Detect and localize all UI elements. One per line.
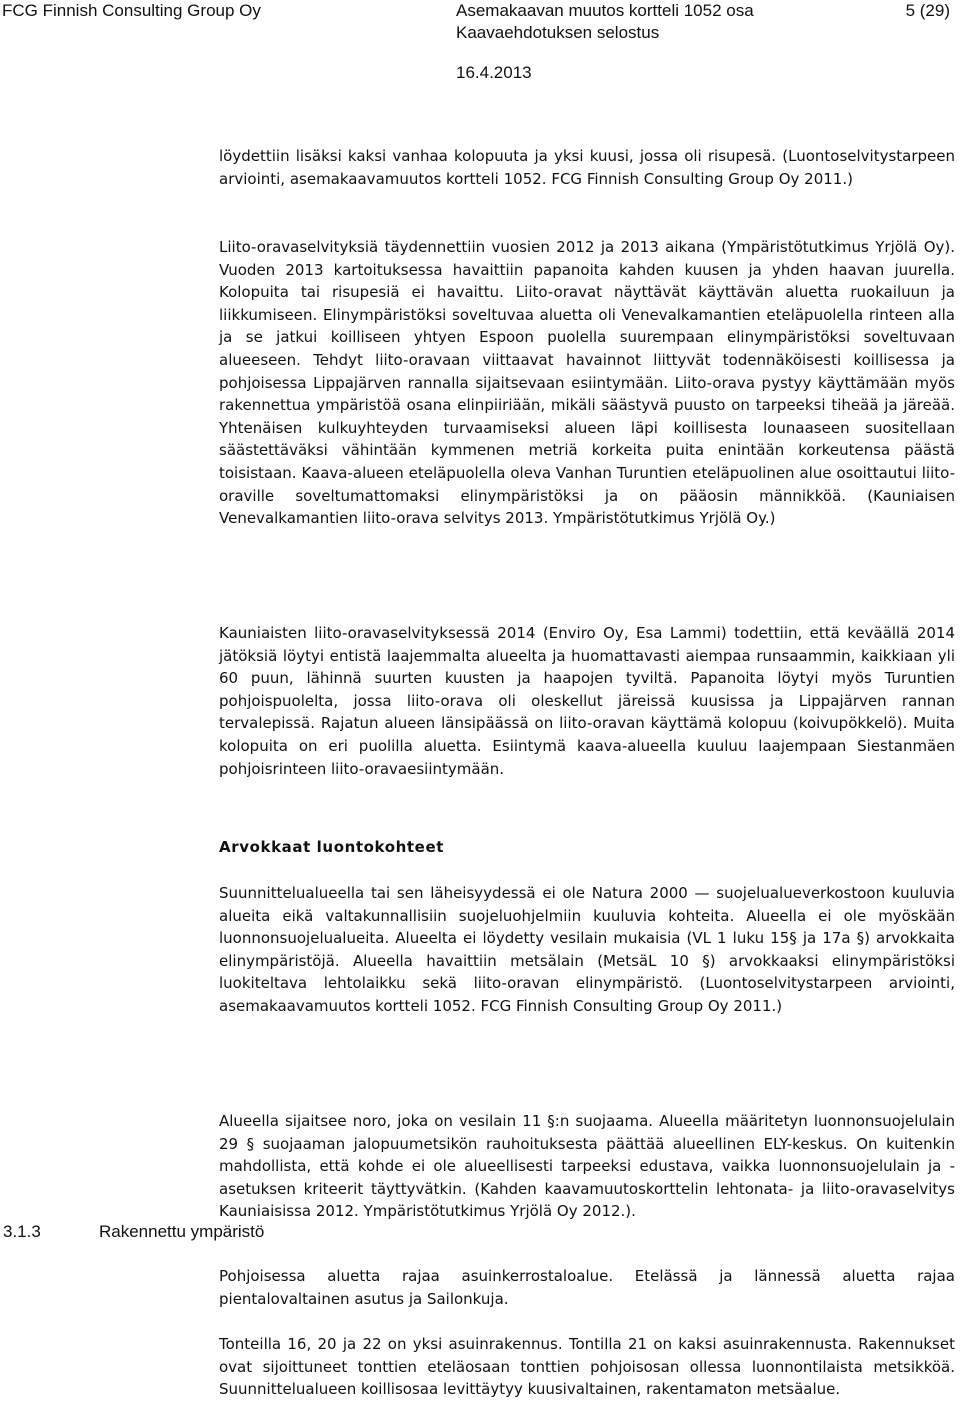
paragraph-tontit-rakennukset: Tonteilla 16, 20 ja 22 on yksi asuinrakennus. Tontilla 21 on kaksi asuinrakennusta. Rakennukset ovat sijoittuneet tonttien eteläosaan tonttien pohjoisosan ollessa luonnontilaista metsikköä. Suunnittelualueen koillisosaa levittäytyy kuusivaltainen, rakentamaton metsäalue. xyxy=(219,1335,955,1399)
paragraph-alueen-rajaus: Pohjoisessa aluetta rajaa asuinkerrostaloalue. Etelässä ja lännessä aluetta rajaa pientalovaltainen asutus ja Sailonkuja. xyxy=(219,1267,955,1308)
paragraph-luontoselvitys-continuation: löydettiin lisäksi kaksi vanhaa kolopuuta ja yksi kuusi, jossa oli risupesä. (Luontoselvitystarpeen arviointi, asemakaavamuutos kortteli 1052. FCG Finnish Consulting Group Oy 2011.) xyxy=(219,147,955,188)
header-date: 16.4.2013 xyxy=(456,63,532,82)
paragraph-liito-orava-2012-2013: Liito-oravaselvityksiä täydennettiin vuosien 2012 ja 2013 aikana (Ympäristötutkimus Yrjölä Oy). Vuoden 2013 kartoituksessa havaittiin papanoita kahden kuusen ja yhden haavan juurella. Kolopuita tai risupesiä ei havaittu. Liito-oravat näyttävät käyttävän aluetta ruokailuun ja liikkumiseen. Elinympäristöksi soveltuvaa aluetta oli Venevalkamantien eteläpuolella rinteen alla ja se jatkui koilliseen yhtyen Espoon puolella suurempaan elinympäristöksi soveltuvaan alueeseen. Tehdyt liito-oravaan viittaavat havainnot liittyvät todennäköisesti koillisessa ja pohjoisessa Lippajärven rannalla sijaitsevaan esiintymään. Liito-orava pystyy käyttämään myös rakennettua ympäristöä osana elinpiiriään, mikäli säästyvä puusto on tarpeeksi tiheää ja järeää. Yhtenäisen kulkuyhteyden turvaamiseksi alueen läpi koillisesta lounaaseen suositellaan säästettäväksi vähintään kymmenen metriä korkeita puita enintään korkeutensa päästä toisistaan. Kaava-alueen eteläpuolella oleva Vanhan Turuntien eteläpuolinen alue osoittautui liito-oraville soveltumattomaksi elinympäristöksi ja on pääosin männikköä. (Kauniaisen Venevalkamantien liito-orava selvitys 2013. Ympäristötutkimus Yrjölä Oy.) xyxy=(219,238,955,528)
section-heading-arvokkaat-luontokohteet: Arvokkaat luontokohteet xyxy=(219,838,445,856)
paragraph-liito-orava-2014: Kauniaisten liito-oravaselvityksessä 2014 (Enviro Oy, Esa Lammi) todettiin, että keväällä 2014 jätöksiä löytyi entistä laajemmalta alueelta ja huomattavasti aiempaa runsaammin, kaikkiaan yli 60 puun, lähinnä suurten kuusten ja haapojen tyviltä. Papanoita löytyi myös Turuntien pohjoispuolelta, jossa liito-orava oli oleskellut järeissä kuusissa ja Lippajärven rannan tervalepissä. Rajatun alueen länsipäässä on liito-oravan käyttämä kolopuu (koivupökkelö). Muita kolopuita on eri puolilla aluetta. Esiintymä kaava-alueella kuuluu laajempaan Siestanmäen pohjoisrinteen liito-oravaesiintymään. xyxy=(219,624,955,778)
header-title-line2: Kaavaehdotuksen selostus xyxy=(456,23,660,42)
section-number: 3.1.3 xyxy=(3,1222,41,1241)
header-title-line1: Asemakaavan muutos kortteli 1052 osa xyxy=(456,1,754,20)
paragraph-noro-jalopuumetsikko: Alueella sijaitsee noro, joka on vesilain 11 §:n suojaama. Alueella määritetyn luonnonsuojelulain 29 § suojaaman jalopuumetsikön rauhoituksesta päättää alueellinen ELY-keskus. On kuitenkin mahdollista, että kohde ei ole alueellisesti tarpeeksi edustava, vaikka luonnonsuojelulain ja -asetuksen kriteerit täyttyvätkin. (Kahden kaavamuutoskorttelin lehtonata- ja liito-oravaselvitys Kauniaisissa 2012. Ympäristötutkimus Yrjölä Oy 2012.). xyxy=(219,1112,955,1221)
header-page-number: 5 (29) xyxy=(905,1,950,20)
header-company: FCG Finnish Consulting Group Oy xyxy=(2,1,261,20)
section-title: Rakennettu ympäristö xyxy=(99,1222,265,1241)
paragraph-natura-suojelu: Suunnittelualueella tai sen läheisyydessä ei ole Natura 2000 — suojelualueverkostoon kuuluvia alueita eikä valtakunnallisiin suojeluohjelmiin kuuluvia kohteita. Alueella ei ole myöskään luonnonsuojelualueita. Alueelta ei löydetty vesilain mukaisia (VL 1 luku 15§ ja 17a §) arvokkaita elinympäristöjä. Alueella havaittiin metsälain (MetsäL 10 §) arvokkaaksi elinympäristöksi luokiteltava lehtolaikku sekä liito-oravan elinympäristö. (Luontoselvitystarpeen arviointi, asemakaavamuutos kortteli 1052. FCG Finnish Consulting Group Oy 2011.) xyxy=(219,884,955,1015)
section-heading-rakennettu-ymparisto xyxy=(3,1221,264,1243)
